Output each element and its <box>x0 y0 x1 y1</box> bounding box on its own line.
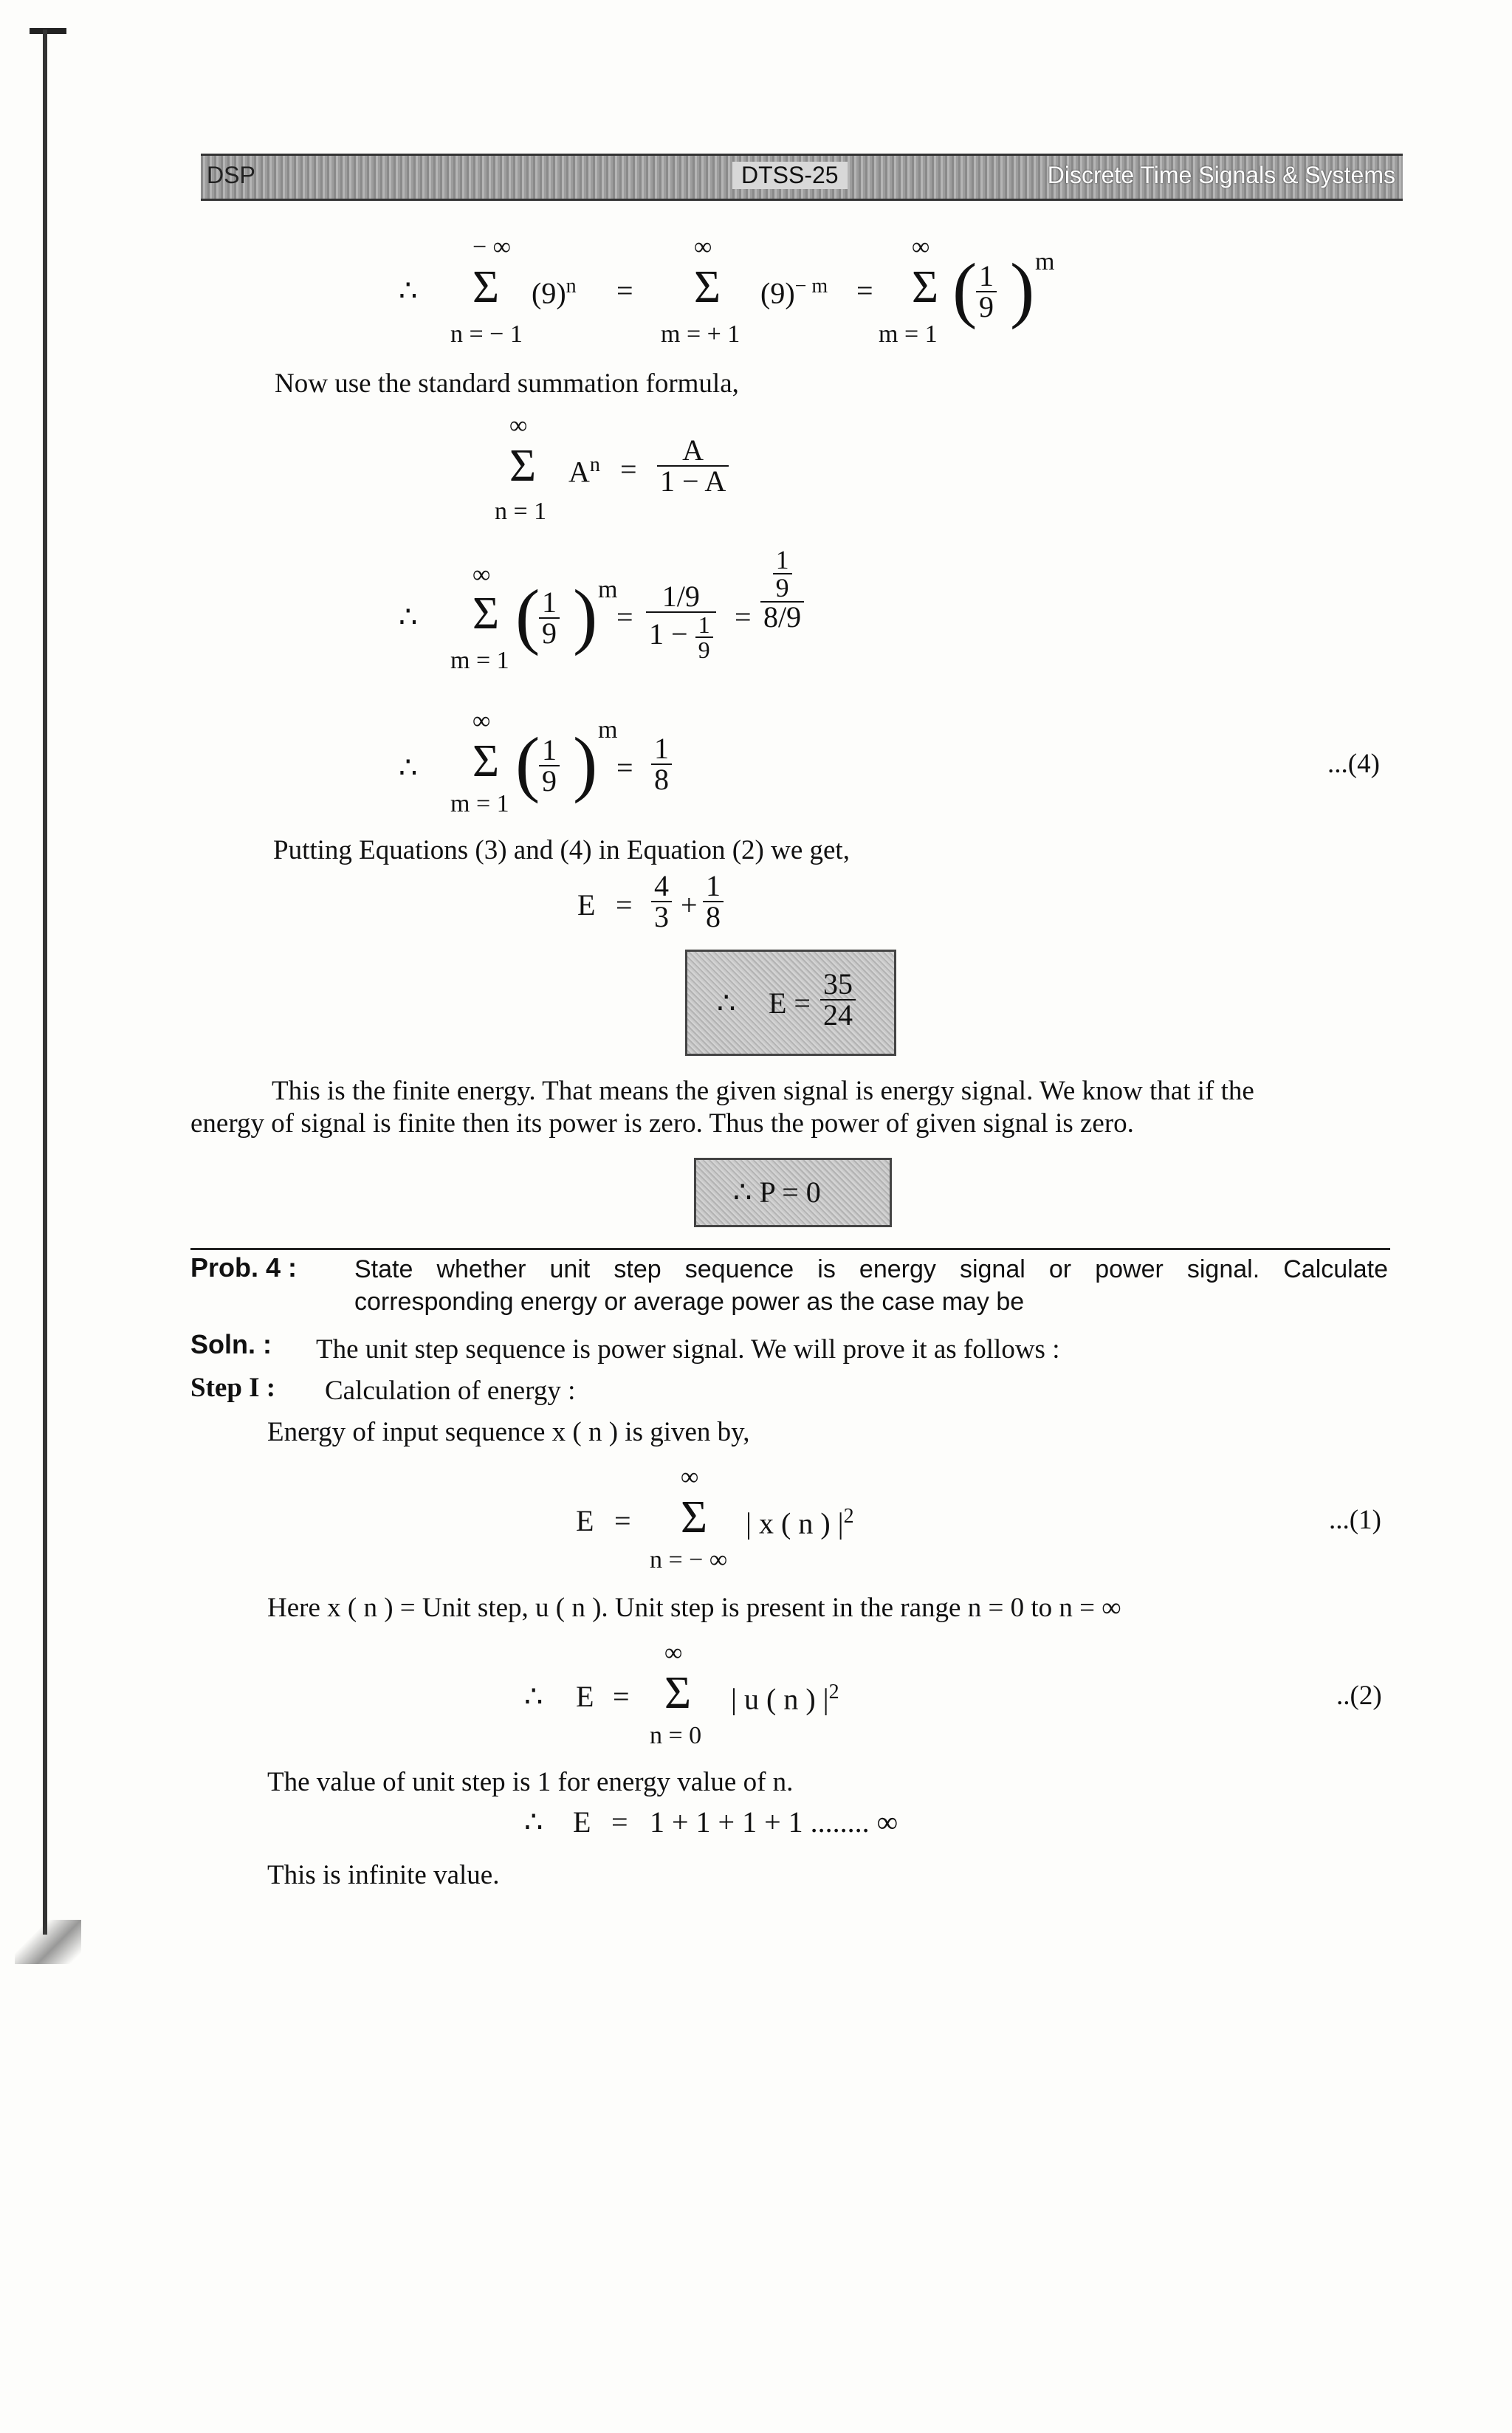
boxed-energy-result <box>685 950 896 1056</box>
binding-cap <box>30 28 66 34</box>
sigma-symbol: Σ <box>681 1492 708 1542</box>
sum1-upper: − ∞ <box>472 233 511 261</box>
equation-energy-definition <box>576 1465 1403 1576</box>
fraction-result-calc: $\frac{\frac{1}{9}}{8/9}$ <box>760 546 804 632</box>
fraction-a-over-1-minus-a: $\frac{A}{1 - A}$ <box>657 436 729 496</box>
solution-label: Soln. : <box>190 1329 272 1359</box>
text-unit-step-value: The value of unit step is 1 for energy value of n. <box>267 1767 794 1797</box>
equals: = <box>613 1680 630 1713</box>
sigma-symbol: Σ <box>472 262 500 312</box>
sigma-symbol: Σ <box>472 736 500 786</box>
fraction-one-eighth: $\frac{1}{8}$ <box>651 734 672 795</box>
sum1-term: $(9)^n$ <box>532 275 577 310</box>
solution-text: The unit step sequence is power signal. We will prove it as follows : <box>316 1334 1060 1365</box>
sigma-symbol: Σ <box>694 262 721 312</box>
sigma-symbol: Σ <box>509 441 537 491</box>
sum2-term: $(9)^{- m}$ <box>760 275 828 310</box>
energy-lhs: E <box>577 888 596 922</box>
therefore: ∴ <box>524 1680 543 1713</box>
equals: = <box>616 600 633 634</box>
sum1-lower: n = − 1 <box>450 320 523 348</box>
std-term: $A^n$ <box>568 453 600 489</box>
text-putting-equations: Putting Equations (3) and (4) in Equation (2) we get, <box>273 835 850 865</box>
sum3-upper: ∞ <box>912 233 930 261</box>
sum2-lower: m = + 1 <box>661 320 740 348</box>
sum2-upper: ∞ <box>694 233 712 261</box>
equals: = <box>620 453 637 486</box>
equation-tag: ...(1) <box>1329 1505 1381 1535</box>
page-binding-line <box>43 30 47 1935</box>
therefore: ∴ <box>399 751 418 784</box>
std-lower: n = 1 <box>495 498 547 525</box>
eq1-term: | x ( n ) $|^2$ <box>746 1505 854 1540</box>
fraction-one-ninth: $\frac{1}{9}$ <box>976 261 997 322</box>
problem-label: Prob. 4 : <box>190 1252 298 1283</box>
fraction-ninth-over-eight-ninths: 1/9 1 − $\frac{1}{9}$ <box>646 582 716 662</box>
step-text: Calculation of energy : <box>325 1376 576 1406</box>
fraction-one-eighth: $\frac{1}{8}$ <box>703 871 724 932</box>
paren-left: ( <box>952 248 977 330</box>
text-energy-input: Energy of input sequence x ( n ) is given by, <box>267 1417 750 1447</box>
equation-sum-transform <box>391 235 1056 353</box>
plus: + <box>681 888 698 922</box>
calc-upper: ∞ <box>472 561 491 588</box>
energy-lhs: E <box>576 1680 594 1713</box>
sum3-lower: m = 1 <box>879 320 938 348</box>
eq2-lower: n = 0 <box>650 1722 702 1749</box>
paren-left: ( <box>515 574 540 656</box>
problem-statement-line2: corresponding energy or average power as the case may be <box>354 1288 1025 1316</box>
paren-right: ) <box>573 574 598 656</box>
equals: = <box>611 1805 628 1839</box>
eq2-upper: ∞ <box>664 1639 683 1667</box>
page-header <box>201 154 1403 201</box>
therefore: ∴ <box>524 1805 543 1839</box>
equation-unit-step-energy <box>517 1641 1403 1751</box>
therefore: ∴ <box>717 986 736 1020</box>
equals: = <box>616 274 633 307</box>
sigma-symbol: Σ <box>912 262 939 312</box>
equals: = <box>616 888 633 922</box>
fraction-one-ninth: $\frac{1}{9}$ <box>539 588 560 648</box>
paren-left: ( <box>515 722 540 804</box>
sum3-exp: m <box>1035 248 1055 275</box>
step-label: Step I : <box>190 1373 276 1403</box>
equals: = <box>616 751 633 784</box>
equation-energy-sum <box>577 871 769 938</box>
header-chapter: Discrete Time Signals & Systems <box>1047 162 1395 188</box>
eq1-lower: n = − ∞ <box>650 1546 728 1574</box>
sigma-symbol: Σ <box>664 1668 692 1718</box>
therefore: ∴ <box>399 600 418 634</box>
therefore: ∴ <box>399 274 418 307</box>
result-lower: m = 1 <box>450 790 509 817</box>
text-here-unit-step: Here x ( n ) = Unit step, u ( n ). Unit step is present in the range n = 0 to n = ∞ <box>267 1593 1121 1623</box>
paragraph-finite-energy-line1: This is the finite energy. That means the given signal is energy signal. We know that if the <box>272 1076 1254 1106</box>
std-upper: ∞ <box>509 412 528 439</box>
paragraph-finite-energy-line2: energy of signal is finite then its power is zero. Thus the power of given signal is zero. <box>190 1108 1134 1139</box>
result-upper: ∞ <box>472 707 491 735</box>
fraction-four-thirds: $\frac{4}{3}$ <box>651 871 672 932</box>
calc-exp: m <box>598 576 618 603</box>
calc-lower: m = 1 <box>450 647 509 674</box>
header-page-code: DTSS-25 <box>732 162 848 189</box>
eq2-term: | u ( n ) $|^2$ <box>731 1681 839 1716</box>
result-exp: m <box>598 716 618 744</box>
sum-of-ones: 1 + 1 + 1 + 1 ........ ∞ <box>650 1805 898 1839</box>
equals: = <box>614 1504 631 1537</box>
header-left: DSP <box>207 162 255 188</box>
energy-lhs: E <box>576 1504 594 1537</box>
binding-smudge <box>15 1920 81 1964</box>
equation-result-4 <box>391 709 1403 820</box>
boxed-power-result <box>694 1158 892 1227</box>
equals: = <box>735 600 752 634</box>
power-result: ∴ P = 0 <box>733 1176 821 1209</box>
energy-lhs: E = <box>769 986 811 1020</box>
problem-statement-line1: State whether unit step sequence is energy signal or power signal. Calculate <box>354 1255 1388 1283</box>
eq1-upper: ∞ <box>681 1463 699 1491</box>
text-formula-intro: Now use the standard summation formula, <box>275 368 739 399</box>
fraction-35-over-24: $\frac{35}{24}$ <box>820 970 856 1030</box>
sigma-symbol: Σ <box>472 588 500 639</box>
equation-standard-formula <box>472 413 768 532</box>
equation-tag: ...(4) <box>1327 749 1380 779</box>
energy-lhs: E <box>573 1805 591 1839</box>
paren-right: ) <box>1010 248 1035 330</box>
section-divider <box>190 1248 1390 1250</box>
equation-geometric-sum <box>391 546 908 694</box>
equation-sum-of-ones <box>517 1805 1034 1845</box>
equation-tag: ..(2) <box>1336 1681 1382 1711</box>
equals: = <box>856 274 873 307</box>
paren-right: ) <box>573 722 598 804</box>
text-infinite-value: This is infinite value. <box>267 1860 500 1890</box>
fraction-one-ninth: $\frac{1}{9}$ <box>539 735 560 796</box>
